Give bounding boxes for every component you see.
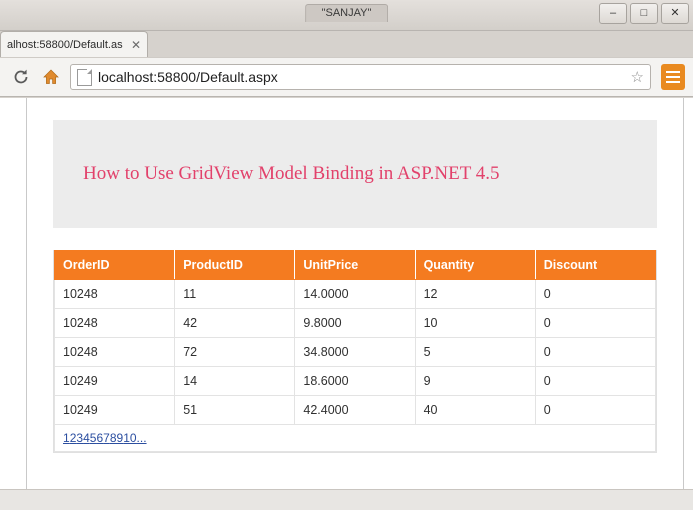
menu-icon[interactable] bbox=[661, 64, 685, 90]
minimize-button[interactable]: – bbox=[599, 3, 627, 24]
reload-icon[interactable] bbox=[8, 64, 34, 90]
table-row bbox=[55, 280, 656, 309]
cell-unitprice: 18.6000 bbox=[295, 367, 415, 396]
page-title: How to Use GridView Model Binding in ASP.NET 4.5 bbox=[83, 163, 500, 184]
window-bottom-strip bbox=[0, 489, 693, 510]
cell-productid: 14 bbox=[175, 367, 295, 396]
pager-page-8[interactable]: 8 bbox=[109, 431, 117, 445]
menu-line-2 bbox=[666, 76, 680, 78]
table-row bbox=[55, 367, 656, 396]
home-icon[interactable] bbox=[38, 64, 64, 90]
cell-unitprice: 14.0000 bbox=[295, 280, 415, 309]
column-header-unitprice[interactable]: UnitPrice bbox=[295, 251, 415, 280]
pager-page-4[interactable]: 4 bbox=[83, 431, 90, 445]
pager-row bbox=[55, 425, 656, 452]
table-row bbox=[55, 338, 656, 367]
address-bar[interactable] bbox=[70, 64, 651, 90]
pager-page-7[interactable]: 7 bbox=[103, 431, 110, 445]
pager-page-10[interactable]: 10 bbox=[123, 431, 137, 445]
page-content bbox=[26, 98, 684, 490]
cell-orderid: 10249 bbox=[55, 367, 175, 396]
gridview-container bbox=[53, 250, 657, 453]
bookmark-star-icon[interactable]: ☆ bbox=[630, 69, 644, 86]
page-icon bbox=[77, 69, 92, 86]
cell-unitprice: 9.8000 bbox=[295, 309, 415, 338]
cell-discount: 0 bbox=[535, 309, 655, 338]
cell-unitprice: 34.8000 bbox=[295, 338, 415, 367]
table-header-row bbox=[55, 251, 656, 280]
pager-links bbox=[63, 431, 147, 445]
table-row bbox=[55, 309, 656, 338]
url-text[interactable]: localhost:58800/Default.aspx bbox=[98, 69, 278, 85]
cell-discount: 0 bbox=[535, 338, 655, 367]
cell-productid: 51 bbox=[175, 396, 295, 425]
tab-label: alhost:58800/Default.as bbox=[7, 38, 123, 51]
cell-orderid: 10248 bbox=[55, 338, 175, 367]
tab-default-aspx[interactable] bbox=[0, 31, 148, 57]
cell-quantity: 10 bbox=[415, 309, 535, 338]
cell-orderid: 10248 bbox=[55, 280, 175, 309]
cell-unitprice: 42.4000 bbox=[295, 396, 415, 425]
page-header-panel bbox=[53, 120, 657, 228]
window-controls bbox=[599, 3, 689, 24]
cell-orderid: 10248 bbox=[55, 309, 175, 338]
column-header-discount[interactable]: Discount bbox=[535, 251, 655, 280]
cell-quantity: 40 bbox=[415, 396, 535, 425]
tab-strip bbox=[0, 31, 693, 57]
cell-quantity: 9 bbox=[415, 367, 535, 396]
maximize-button[interactable]: □ bbox=[630, 3, 658, 24]
cell-discount: 0 bbox=[535, 367, 655, 396]
cell-productid: 11 bbox=[175, 280, 295, 309]
window-title: "SANJAY" bbox=[305, 4, 389, 22]
cell-productid: 42 bbox=[175, 309, 295, 338]
close-button[interactable]: ✕ bbox=[661, 3, 689, 24]
menu-line-1 bbox=[666, 71, 680, 73]
column-header-productid[interactable]: ProductID bbox=[175, 251, 295, 280]
page-viewport bbox=[0, 98, 693, 490]
menu-line-3 bbox=[666, 81, 680, 83]
pager-page-1[interactable]: 1 bbox=[63, 431, 70, 445]
cell-orderid: 10249 bbox=[55, 396, 175, 425]
table-row bbox=[55, 396, 656, 425]
tab-close-icon[interactable]: ✕ bbox=[130, 37, 141, 52]
pager-next-ellipsis[interactable]: ... bbox=[136, 431, 147, 445]
cell-quantity: 5 bbox=[415, 338, 535, 367]
pager-page-6[interactable]: 6 bbox=[96, 431, 104, 445]
cell-discount: 0 bbox=[535, 396, 655, 425]
pager-cell bbox=[55, 425, 656, 452]
gridview-table bbox=[54, 250, 656, 452]
column-header-quantity[interactable]: Quantity bbox=[415, 251, 535, 280]
cell-productid: 72 bbox=[175, 338, 295, 367]
cell-quantity: 12 bbox=[415, 280, 535, 309]
browser-toolbar bbox=[0, 57, 693, 97]
column-header-orderid[interactable]: OrderID bbox=[55, 251, 175, 280]
pager-page-2[interactable]: 2 bbox=[69, 431, 77, 445]
pager-page-9[interactable]: 9 bbox=[116, 431, 124, 445]
pager-page-3[interactable]: 3 bbox=[76, 431, 84, 445]
title-bar bbox=[0, 0, 693, 31]
cell-discount: 0 bbox=[535, 280, 655, 309]
pager-page-5[interactable]: 5 bbox=[89, 431, 97, 445]
